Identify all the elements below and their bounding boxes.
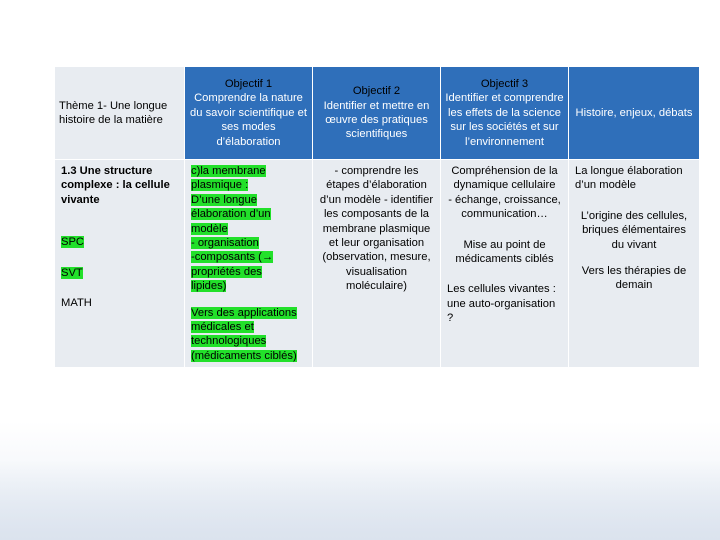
membrane-line: D’une longue — [191, 193, 257, 206]
objective-3-title: Objectif 3 — [480, 77, 529, 90]
theme-cell: Thème 1- Une longue histoire de la matière — [55, 67, 185, 160]
membrane-line: -composants (→ — [191, 251, 274, 264]
membrane-line: élaboration d’un — [191, 208, 271, 221]
svt-tag: SVT — [61, 266, 83, 279]
history-debates-header: Histoire, enjeux, débats — [569, 67, 700, 160]
practices-cell — [313, 160, 441, 368]
membrane-line: propriétés des — [191, 265, 262, 278]
history-cell — [569, 160, 700, 368]
practices-text: - comprendre les étapes d’élaboration d’un modèle - identifier les composants de la membrane plasmique et leur organisation (observation, mesure, visualisation moléculaire) — [319, 165, 434, 293]
membrane-lines — [191, 164, 306, 294]
applications-line: médicales et — [191, 321, 254, 334]
table-header-row — [55, 67, 700, 160]
curriculum-table — [54, 66, 700, 368]
history-p2: L’origine des cellules, briques élémentaires du vivant — [580, 209, 688, 251]
membrane-line: plasmique : — [191, 179, 249, 192]
effects-cell — [441, 160, 569, 368]
objective-2-header — [313, 67, 441, 160]
objective-3-text: Identifier et comprendre les effets de la science sur les sociétés et sur l’environnement — [445, 92, 564, 148]
applications-lines — [191, 306, 306, 364]
math-tag: MATH — [61, 297, 92, 310]
membrane-line: c)la membrane — [191, 165, 266, 177]
effects-p3: Les cellules vivantes : une auto-organisation ? — [447, 283, 556, 325]
membrane-line: - organisation — [191, 237, 259, 250]
effects-p2: Mise au point de médicaments ciblés — [455, 238, 554, 266]
objective-3-header — [441, 67, 569, 160]
objective-1-title: Objectif 1 — [224, 77, 273, 90]
table-content-row — [55, 160, 700, 368]
spc-tag: SPC — [61, 236, 85, 249]
effects-p1: Compréhension de la dynamique cellulaire — [451, 165, 558, 192]
applications-line: technologiques — [191, 335, 267, 348]
history-p3: Vers les thérapies de demain — [581, 265, 687, 292]
applications-line: Vers des applications — [191, 306, 297, 319]
objective-1-header — [185, 67, 313, 160]
history-p1: La longue élaboration d’un modèle — [575, 165, 683, 192]
applications-line: (médicaments ciblés) — [191, 349, 297, 362]
objective-2-text: Identifier et mettre en œuvre des pratiques scientifiques — [323, 99, 430, 141]
chapter-title: 1.3 Une structure complexe : la cellule vivante — [61, 165, 170, 206]
membrane-line: modèle — [191, 222, 228, 235]
chapter-cell — [55, 160, 185, 368]
objective-1-text: Comprendre la nature du savoir scientifique et ses modes d’élaboration — [190, 92, 307, 148]
membrane-line: lipides) — [191, 280, 227, 293]
slide-background-wave — [0, 460, 720, 540]
objective-2-title: Objectif 2 — [352, 85, 401, 98]
effects-p1-list: - échange, croissance, communication… — [448, 193, 561, 221]
membrane-cell — [185, 160, 313, 368]
